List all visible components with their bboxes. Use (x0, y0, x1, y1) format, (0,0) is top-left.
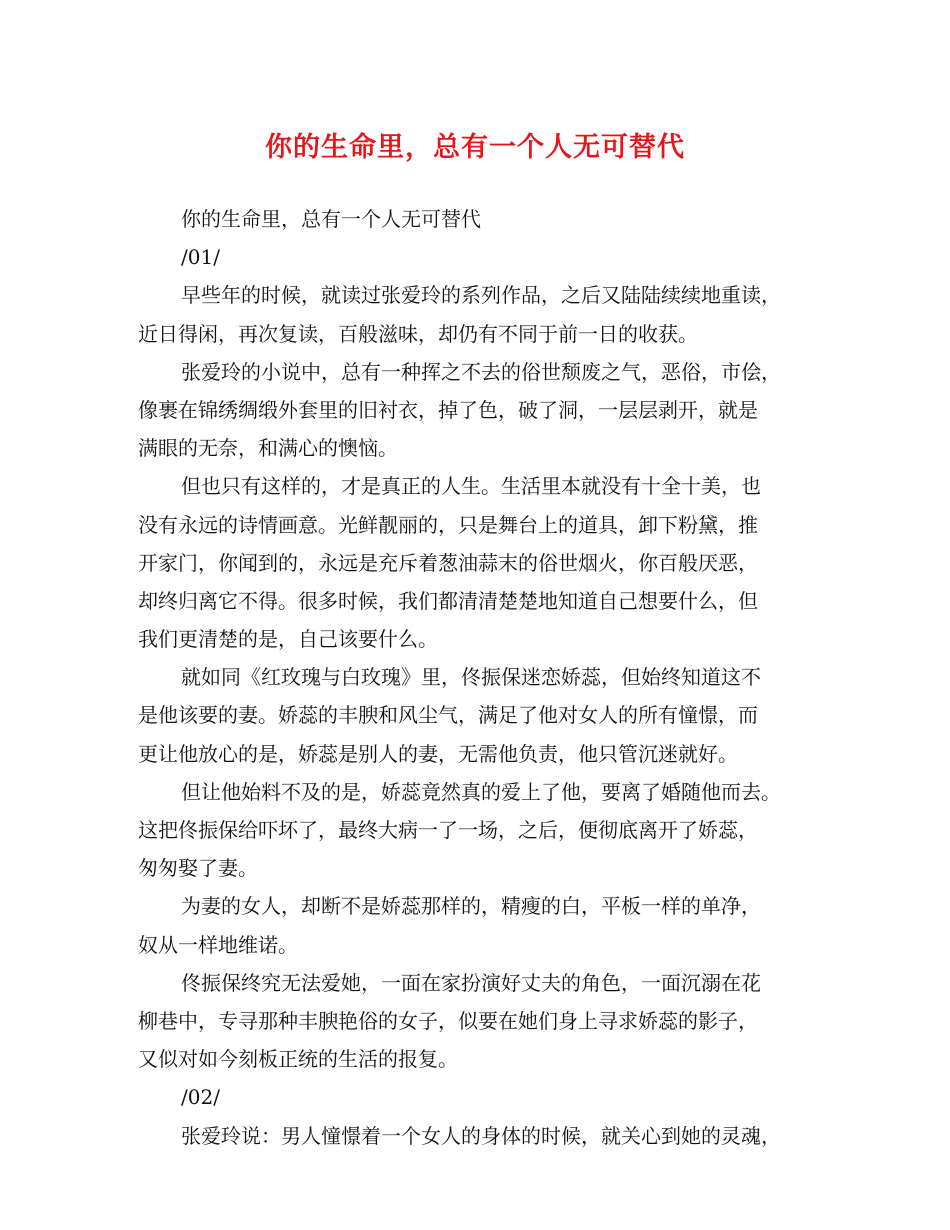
text-line: 你的生命里，总有一个人无可替代 (181, 207, 481, 231)
page-title: 你的生命里，总有一个人无可替代 (265, 132, 685, 163)
text-line: 柳巷中，专寻那种丰腴艳俗的女子，似要在她们身上寻求娇蕊的影子， (138, 1008, 758, 1033)
text-line: 是他该要的妻。娇蕊的丰腴和风尘气，满足了他对女人的所有憧憬，而 (138, 703, 758, 728)
text-line: 早些年的时候，就读过张爱玲的系列作品，之后又陆陆续续地重读， (181, 283, 781, 308)
text-line: 又似对如今刻板正统的生活的报复。 (138, 1047, 458, 1072)
document-body (138, 200, 828, 1155)
text-line: 我们更清楚的是，自己该要什么。 (138, 627, 438, 652)
text-line: /02/ (181, 1085, 220, 1110)
text-line: 但让他始料不及的是，娇蕊竟然真的爱上了他，要离了婚随他而去。 (181, 779, 781, 804)
text-line: 张爱玲的小说中，总有一种挥之不去的俗世颓废之气，恶俗，市侩， (181, 359, 781, 384)
text-line: 像裹在锦绣绸缎外套里的旧衬衣，掉了色，破了洞，一层层剥开，就是 (138, 397, 758, 422)
text-line: 匆匆娶了妻。 (138, 856, 258, 881)
text-line: 更让他放心的是，娇蕊是别人的妻，无需他负责，他只管沉迷就好。 (138, 741, 738, 766)
text-line: 这把佟振保给吓坏了，最终大病一了一场，之后，便彻底离开了娇蕊， (138, 818, 758, 842)
text-line: 为妻的女人，却断不是娇蕊那样的，精瘦的白，平板一样的单净， (181, 894, 761, 919)
text-line: 奴从一样地维诺。 (138, 932, 298, 957)
text-line: 没有永远的诗情画意。光鲜靓丽的，只是舞台上的道具，卸下粉黛，推 (138, 512, 758, 537)
text-line: 但也只有这样的，才是真正的人生。生活里本就没有十全十美，也 (181, 474, 761, 499)
text-line: 却终归离它不得。很多时候，我们都清清楚楚地知道自己想要什么，但 (138, 588, 758, 613)
text-line: 开家门，你闻到的，永远是充斥着葱油蒜末的俗世烟火，你百般厌恶， (138, 550, 758, 575)
text-line: 近日得闲，再次复读，百般滋味，却仍有不同于前一日的收获。 (138, 321, 698, 346)
text-line: /01/ (181, 245, 220, 270)
text-line: 张爱玲说：男人憧憬着一个女人的身体的时候，就关心到她的灵魂， (181, 1123, 781, 1148)
text-line: 佟振保终究无法爱她，一面在家扮演好丈夫的角色，一面沉溺在花 (181, 970, 761, 995)
text-line: 就如同《红玫瑰与白玫瑰》里，佟振保迷恋娇蕊，但始终知道这不 (181, 665, 761, 690)
text-line: 满眼的无奈，和满心的懊恼。 (138, 436, 398, 461)
